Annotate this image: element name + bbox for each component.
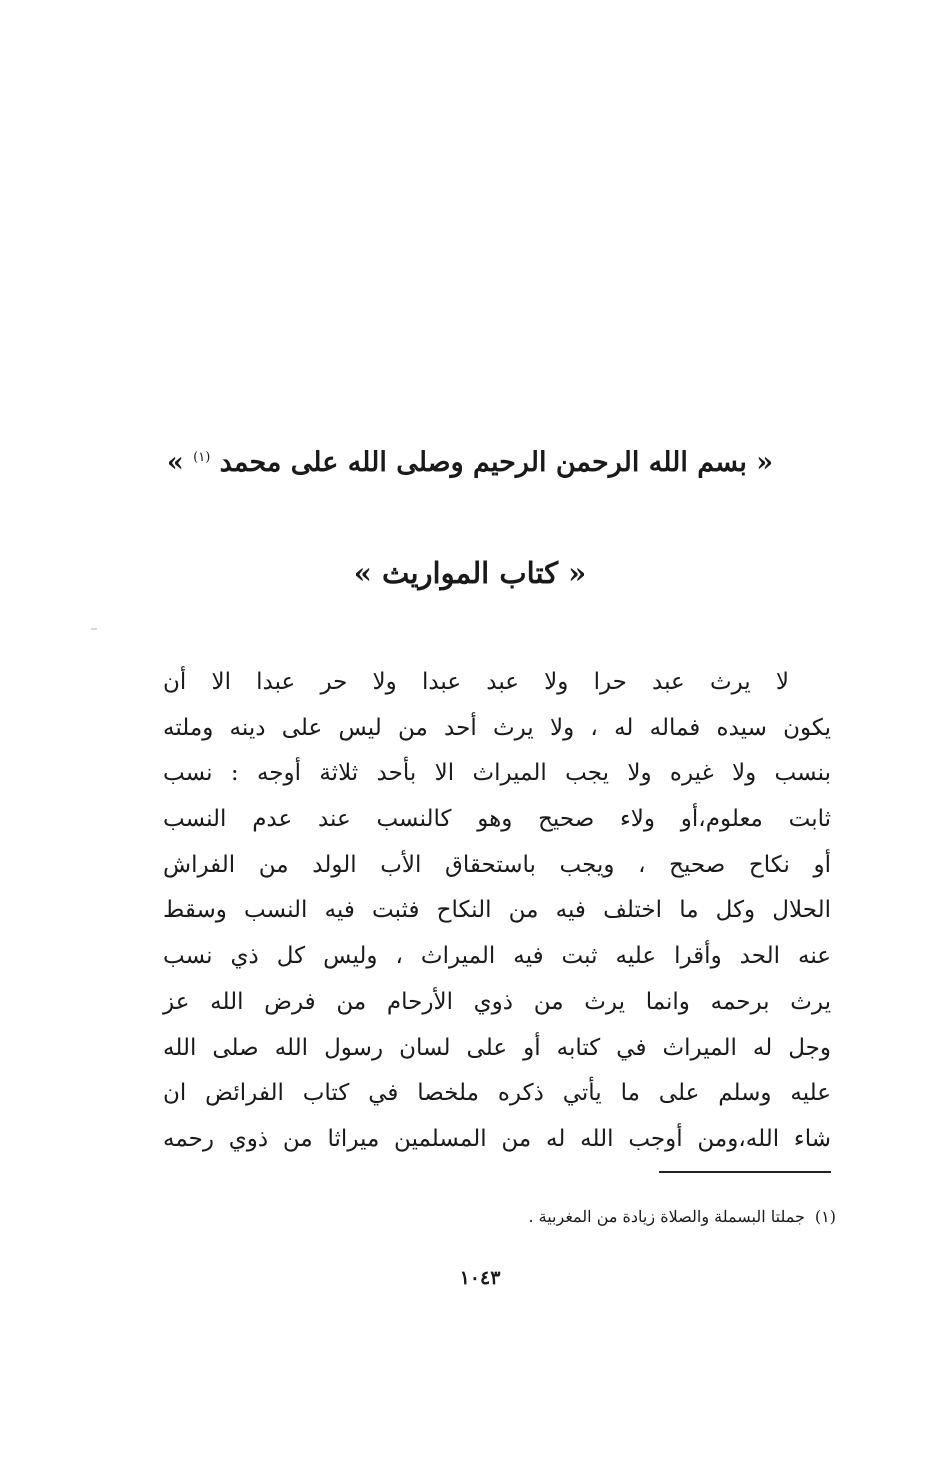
text-line-8: يرث برحمه وانما يرث من ذوي الأرحام من فرض الله عز	[163, 988, 831, 1015]
text-line-4: ثابت معلوم،أو ولاء صحيح وهو كالنسب عند عدم النسب	[163, 806, 831, 833]
footnote-number: (١)	[814, 1207, 836, 1226]
page-number: ١٠٤٣	[459, 1267, 501, 1289]
text-line-5: أو نكاح صحيح ، ويجب باستحقاق الأب الولد من الفراش	[163, 851, 831, 878]
footnote-reference: (١)	[193, 450, 211, 465]
basmala-close-quote: »	[166, 447, 184, 478]
text-line-9: وجل له الميراث في كتابه أو على لسان رسول الله صلى الله	[163, 1034, 831, 1061]
text-line-1: لا يرث عبد حرا ولا عبد عبدا ولا حر عبدا الا أن	[163, 669, 790, 695]
text-line-10: عليه وسلم على ما يأتي ذكره ملخصا في كتاب الفرائض ان	[163, 1080, 831, 1107]
text-line-6: الحلال وكل ما اختلف فيه من النكاح فثبت فيه النسب وسقط	[163, 897, 831, 924]
basmala-heading	[160, 430, 780, 491]
text-line-7: عنه الحد وأقرا عليه ثبت فيه الميراث ، وليس كل ذي نسب	[163, 943, 831, 970]
footnote	[528, 1200, 836, 1234]
text-line-11: شاء الله،ومن أوجب الله له من المسلمين ميراثا من ذوي رحمه	[163, 1125, 831, 1152]
body-paragraph	[163, 660, 831, 1163]
text-line-2: يكون سيده فماله له ، ولا يرث أحد من ليس على دينه وملته	[163, 714, 831, 741]
footnote-text: جملتا البسملة والصلاة زيادة من المغربية .	[528, 1207, 805, 1226]
footnote-divider	[659, 1171, 831, 1173]
book-title: « كتاب المواريث »	[353, 556, 587, 590]
margin-mark	[91, 628, 97, 630]
basmala-text: « بسم الله الرحمن الرحيم وصلى الله على محمد	[219, 447, 774, 478]
text-line-3: بنسب ولا غيره ولا يجب الميراث الا بأحد ثلاثة أوجه : نسب	[163, 760, 831, 787]
